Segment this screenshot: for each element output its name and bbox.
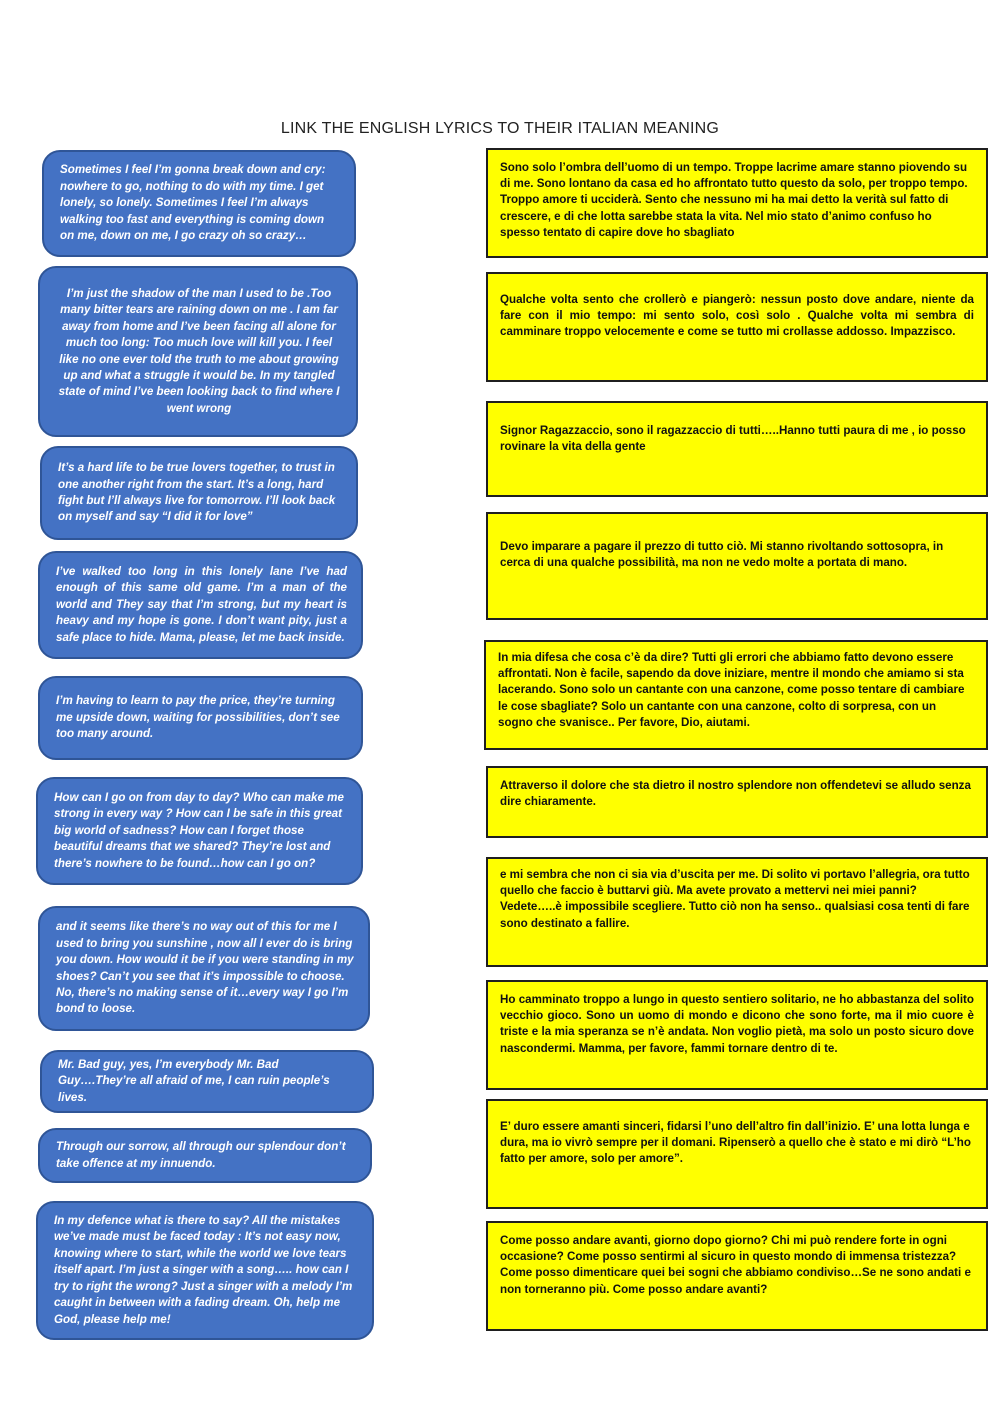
italian-meaning-box[interactable] xyxy=(486,857,988,967)
english-lyric-text: I’ve walked too long in this lonely lane I’ve had enough of this same old game. I’m a man of the world and They say that I’m strong, but my heart is heavy and my hope is gone. I don’t want pity, just a safe place to hide. Mama, please, let me back inside. xyxy=(56,564,347,644)
english-lyric-text: and it seems like there’s no way out of this for me I used to bring you sunshine , now all I ever do is bring you down. How would it be if you were standing in my shoes? Can’t you see that it’s impossible to choose. No, there’s no making sense of it…every way I go I’m bond to loose. xyxy=(56,920,354,1016)
italian-meaning-text: Attraverso il dolore che sta dietro il nostro splendore non offendetevi se alludo senza dire chiaramente. xyxy=(500,779,971,809)
italian-meaning-box[interactable] xyxy=(486,272,988,382)
italian-meaning-text: Sono solo l’ombra dell’uomo di un tempo. Troppe lacrime amare stanno piovendo su di me. Sono lontano da casa ed ho affrontato tutto questo da solo, per troppo tempo. Troppo amore ti ucciderà. Sento che nessuno mi ha mai detto la verità sul fatto di crescere, e di che lotta sarebbe stata la vita. Nel mio stato d’animo confuso ho spesso tentato di capire dove ho sbagliato xyxy=(500,161,968,239)
italian-meaning-text: Ho camminato troppo a lungo in questo sentiero solitario, ne ho abbastanza del solito vecchio gioco. Sono un uomo di mondo e dicono che sono forte, ma il mio cuore è triste e la mia speranza se n’è andata. Non voglio pietà, ma solo un posto sicuro dove nascondermi. Mamma, per favore, fammi tornare dentro di te. xyxy=(500,993,974,1055)
english-lyric-box[interactable] xyxy=(42,150,356,257)
english-lyric-box[interactable] xyxy=(36,1201,374,1340)
italian-meaning-box[interactable] xyxy=(486,148,988,258)
english-lyric-box[interactable] xyxy=(38,906,370,1031)
italian-meaning-text: E’ duro essere amanti sinceri, fidarsi l’uno dell’altro fin dall’inizio. E’ una lotta lunga e dura, ma io vivrò sempre per il domani. Ripenserò a quello che è stato e mi dirò “L’ho fatto per amore, solo per amore”. xyxy=(500,1120,971,1166)
italian-meaning-text: e mi sembra che non ci sia via d’uscita per me. Di solito vi portavo l’allegria, ora tutto quello che faccio è buttarvi giù. Ma avete provato a mettervi nei miei panni? Vedete…..è impossibile scegliere. Tutto ciò non ha senso.. qualsiasi cosa tenti di fare sono destinato a fallire. xyxy=(500,868,970,930)
page-title: LINK THE ENGLISH LYRICS TO THEIR ITALIAN MEANING xyxy=(280,120,720,137)
italian-meaning-box[interactable] xyxy=(484,640,988,750)
italian-meaning-text: In mia difesa che cosa c’è da dire? Tutti gli errori che abbiamo fatto devono essere affrontati. Non è facile, sapendo da dove iniziare, mentre il mondo che amiamo si sta lacerando. Sono solo un cantante con una canzone, come posso tentare di cambiare le cose sbagliate? Solo un cantante con una canzone, colto di sorpresa, con un sogno che svanisce.. Per favore, Dio, aiutami. xyxy=(498,651,965,729)
english-lyric-text: It’s a hard life to be true lovers together, to trust in one another right from the start. It’s a long, hard fight but I’ll always live for tomorrow. I’ll look back on myself and say “I did it for love” xyxy=(58,461,336,524)
english-lyric-text: How can I go on from day to day? Who can make me strong in every way ? How can I be safe in this great big world of sadness? How can I forget those beautiful dreams that we shared? They’re lost and there’s nowhere to be found…how can I go on? xyxy=(54,790,344,870)
english-lyric-box[interactable] xyxy=(38,551,363,659)
italian-meaning-box[interactable] xyxy=(486,401,988,497)
italian-meaning-box[interactable] xyxy=(486,1221,988,1331)
italian-meaning-box[interactable] xyxy=(486,766,988,838)
english-lyric-box[interactable] xyxy=(38,266,358,437)
italian-meaning-box[interactable] xyxy=(486,512,988,620)
english-lyric-box[interactable] xyxy=(40,446,358,540)
italian-meaning-text: Come posso andare avanti, giorno dopo giorno? Chi mi può rendere forte in ogni occasione? Come posso sentirmi al sicuro in questo mondo di immensa tristezza? Come posso dimenticare quei bei sogni che abbiamo condiviso…Se ne sono andati e non torneranno più. Come posso andare avanti? xyxy=(500,1234,971,1296)
english-lyric-box[interactable] xyxy=(38,1128,372,1183)
english-lyric-text: Through our sorrow, all through our splendour don’t take offence at my innuendo. xyxy=(56,1140,346,1170)
english-lyric-box[interactable] xyxy=(36,777,363,885)
english-lyric-text: Sometimes I feel I’m gonna break down and cry: nowhere to go, nothing to do with my time. I get lonely, so lonely. Sometimes I feel I’m always walking too fast and everything is coming down on me, down on me, I go crazy oh so crazy… xyxy=(60,163,326,243)
english-lyric-box[interactable] xyxy=(38,676,363,760)
italian-meaning-text: Qualche volta sento che crollerò e piangerò: nessun posto dove andare, niente da fare con il mio tempo: mi sento solo, così solo . Qualche volta mi sembra di camminare troppo velocemente e come se tutto mi crollasse addosso. Impazzisco. xyxy=(500,293,974,339)
italian-meaning-box[interactable] xyxy=(486,1099,988,1209)
italian-meaning-text: Signor Ragazzaccio, sono il ragazzaccio di tutti…..Hanno tutti paura di me , io posso rovinare la vita della gente xyxy=(500,424,966,454)
english-lyric-text: I’m just the shadow of the man I used to be .Too many bitter tears are raining down on me . I am far away from home and I’ve been facing all alone for much too long: Too much love will kill you. I feel like no one ever told the truth to me about growing up and what a struggle it would be. In my tangled state of mind I’ve been looking back to find where I went wrong xyxy=(58,286,340,415)
english-lyric-text: I’m having to learn to pay the price, they’re turning me upside down, waiting for possibilities, don’t see too many around. xyxy=(56,694,340,741)
italian-meaning-box[interactable] xyxy=(486,980,988,1090)
english-lyric-box[interactable] xyxy=(40,1050,374,1113)
english-lyric-text: In my defence what is there to say? All the mistakes we’ve made must be faced today : It’s not easy now, knowing where to start, while the world we love tears itself apart. I’m just a singer with a song….. how can I try to right the wrong? Just a singer with a melody I’m caught in between with a fading dream. Oh, help me God, please help me! xyxy=(54,1214,353,1326)
italian-meaning-text: Devo imparare a pagare il prezzo di tutto ciò. Mi stanno rivoltando sottosopra, in cerca di una qualche possibilità, ma non ne vedo molte a portata di mano. xyxy=(500,540,944,570)
english-lyric-text: Mr. Bad guy, yes, I’m everybody Mr. Bad Guy….They’re all afraid of me, I can ruin people’s lives. xyxy=(58,1057,330,1104)
